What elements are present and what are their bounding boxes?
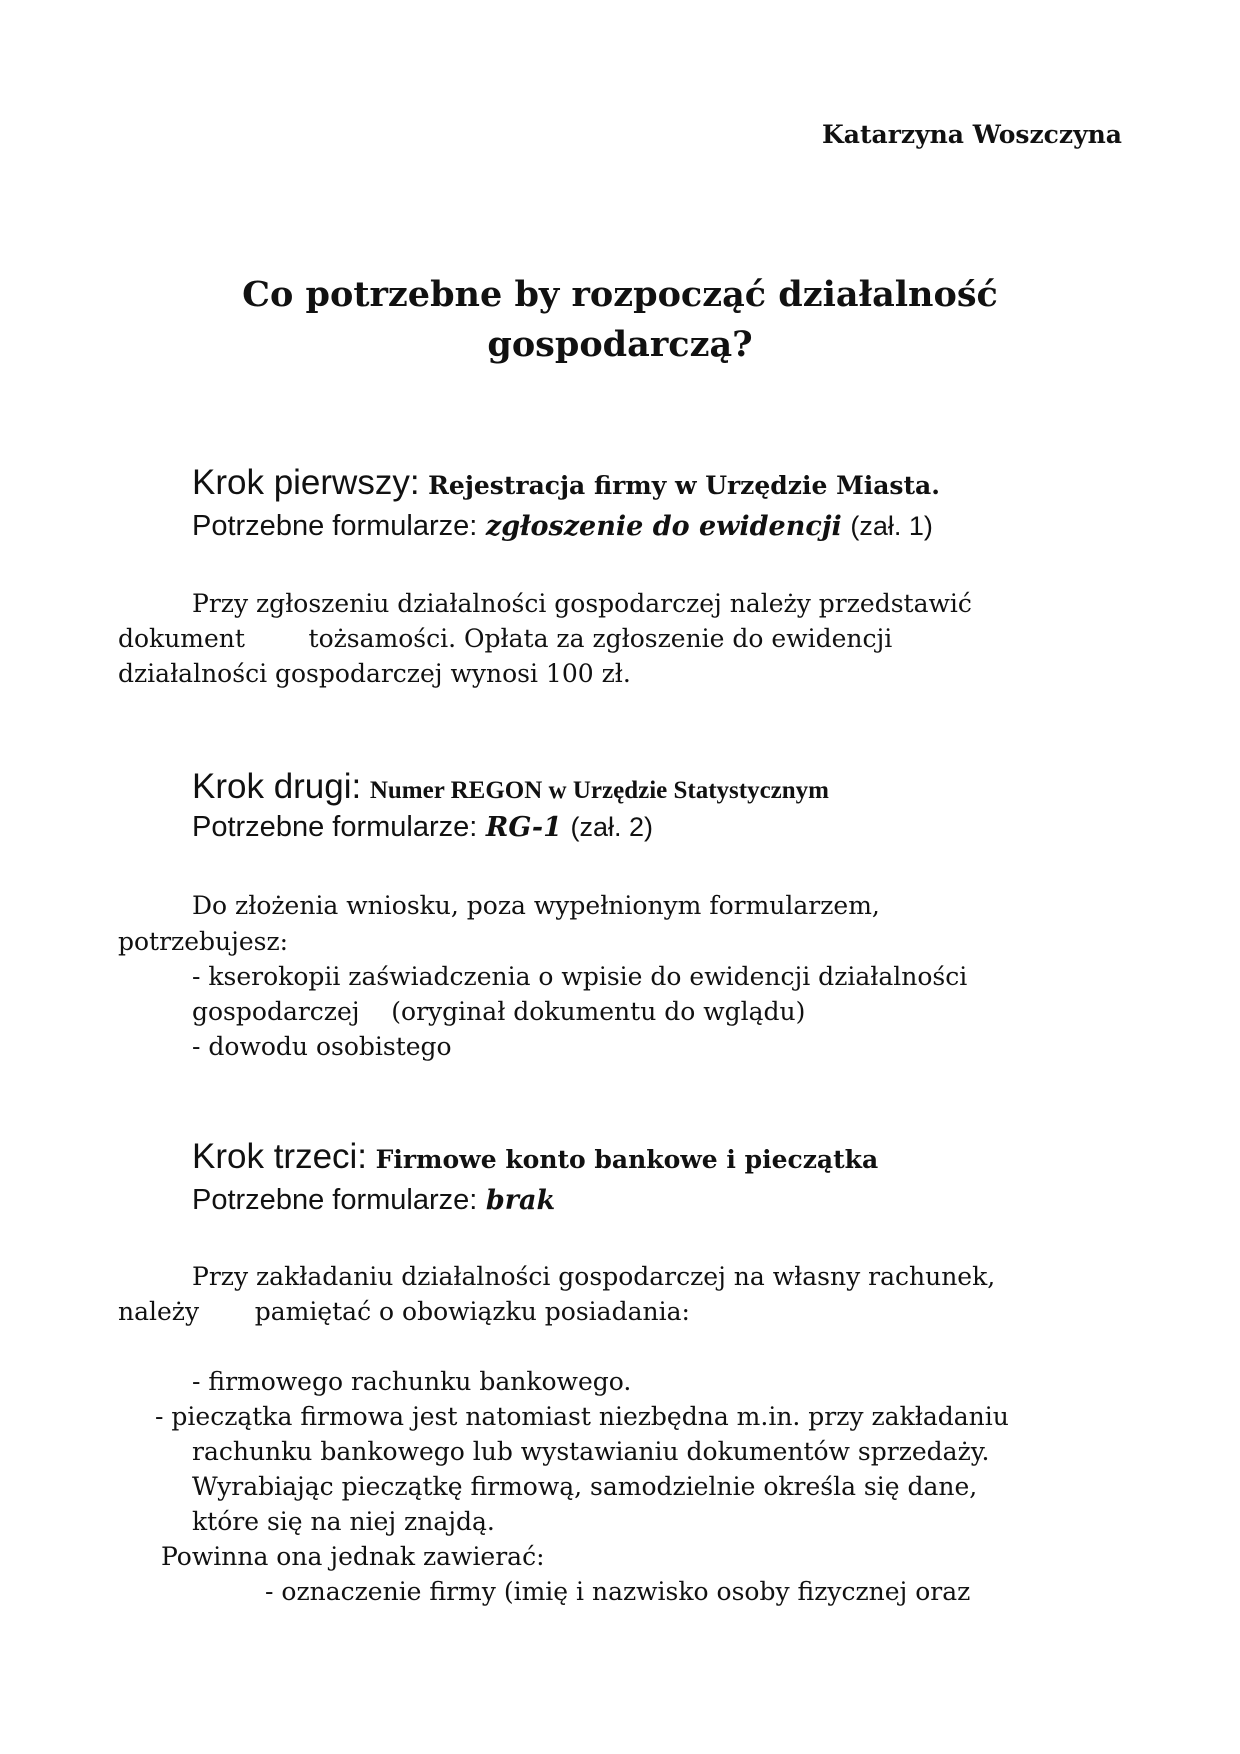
step-1-forms-value: zgłoszenie do ewidencji [485, 511, 842, 542]
step-3-forms-value: brak [485, 1185, 556, 1216]
step-3-body-line: - oznaczenie firmy (imię i nazwisko osoby fizycznej oraz [265, 1577, 971, 1606]
step-3-body-line: Przy zakładaniu działalności gospodarczej na własny rachunek, [192, 1262, 996, 1291]
step-3-body-line: Wyrabiając pieczątkę firmową, samodzielnie określa się dane, [192, 1472, 978, 1501]
step-3-body-line: rachunku bankowego lub wystawianiu dokumentów sprzedaży. [192, 1437, 990, 1466]
step-1-label: Krok pierwszy: [192, 463, 420, 502]
step-3-name: Firmowe konto bankowe i pieczątka [375, 1145, 879, 1174]
step-2-forms-value: RG-1 [485, 812, 562, 843]
title-line-1: Co potrzebne by rozpocząć działalność [242, 274, 998, 315]
step-3-body-line: należy pamiętać o obowiązku posiadania: [118, 1297, 690, 1326]
step-1-heading [192, 463, 940, 503]
step-3-forms-label: Potrzebne formularze: [192, 1184, 478, 1216]
step-2-label: Krok drugi: [192, 767, 362, 806]
step-3-body-line: - firmowego rachunku bankowego. [192, 1367, 632, 1396]
step-1-body-line: dokument tożsamości. Opłata za zgłoszenie do ewidencji [118, 624, 893, 653]
title-line-2: gospodarczą? [487, 324, 753, 365]
step-2-body-line: - dowodu osobistego [192, 1032, 452, 1061]
step-2-body-line: Do złożenia wniosku, poza wypełnionym formularzem, [192, 891, 880, 920]
step-2-body-line: potrzebujesz: [118, 927, 289, 956]
step-2-body-line: gospodarczej (oryginał dokumentu do wglądu) [192, 997, 806, 1026]
step-1-forms [192, 509, 933, 544]
step-1-body-line: działalności gospodarczej wynosi 100 zł. [118, 659, 631, 688]
step-2-heading [192, 767, 830, 808]
step-2-body-line: - kserokopii zaświadczenia o wpisie do ewidencji działalności [192, 962, 968, 991]
step-3-label: Krok trzeci: [192, 1137, 368, 1176]
step-2-forms-note: (zał. 2) [570, 812, 654, 842]
step-2-name: Numer REGON w Urzędzie Statystycznym [369, 777, 830, 804]
step-2-forms [192, 810, 653, 845]
step-2-forms-label: Potrzebne formularze: [192, 811, 478, 843]
step-1-forms-label: Potrzebne formularze: [192, 510, 478, 542]
step-1-forms-note: (zał. 1) [850, 511, 933, 541]
step-3-forms [192, 1183, 555, 1218]
step-3-body-line: Powinna ona jednak zawierać: [161, 1542, 545, 1571]
step-1-body-line: Przy zgłoszeniu działalności gospodarczej należy przedstawić [192, 589, 972, 618]
step-1-name: Rejestracja firmy w Urzędzie Miasta. [428, 471, 940, 500]
author-name: Katarzyna Woszczyna [822, 120, 1122, 149]
page-title [120, 270, 1120, 370]
step-3-body-line: - pieczątka firmowa jest natomiast niezbędna m.in. przy zakładaniu [155, 1402, 1009, 1431]
step-3-body-line: które się na niej znajdą. [192, 1507, 495, 1536]
step-3-heading [192, 1137, 879, 1177]
